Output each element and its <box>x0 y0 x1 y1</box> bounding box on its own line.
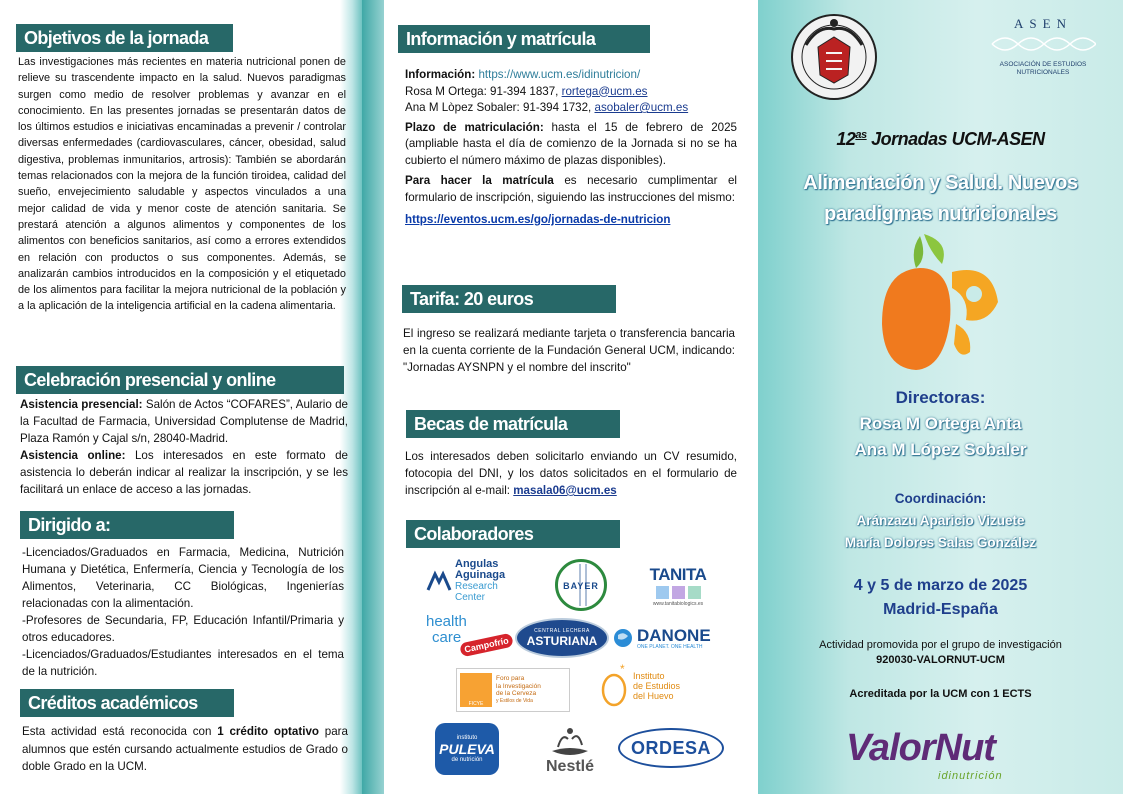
bayer-logo <box>552 556 610 614</box>
logo-text: la Investigación <box>496 682 541 690</box>
valornut-text: ValorNut <box>846 727 995 769</box>
creditos-bold: 1 crédito optativo <box>217 725 319 738</box>
para-text: es necesario cumplimentar el formulario de inscripción, siguiendo las instrucciones del mismo: <box>405 174 737 204</box>
creditos-header: Créditos académicos <box>20 689 234 717</box>
campofrio-healthcare-logo <box>424 612 512 667</box>
info-body <box>405 67 737 229</box>
event-place: Madrid-España <box>883 601 998 618</box>
logo-text: del Huevo <box>633 691 674 701</box>
presencial-label: Asistencia presencial: <box>20 398 143 411</box>
jornadas-title <box>758 129 1123 150</box>
list-item: -Licenciados/Graduados en Farmacia, Medicina, Nutrición Humana y Dietética, Enfermería, Ciencia y Tecnología de los Alimentos, Veterinaria, CC Biológicas, Ingenierías relacionadas con la alimentación. <box>22 546 344 610</box>
asen-logo <box>988 16 1098 77</box>
asen-sub: ASOCIACIÓN DE ESTUDIOS <box>999 61 1087 68</box>
becas-email-link[interactable]: masala06@ucm.es <box>513 484 617 497</box>
acreditada-text: Acreditada por la UCM con 1 ECTS <box>849 688 1032 700</box>
logo-text: Center <box>455 592 486 603</box>
ucm-crest-icon <box>788 9 880 105</box>
logo-text: Angulas <box>455 558 499 570</box>
logo-text: ASTURIANA <box>526 634 598 648</box>
logo-text: Aguinaga <box>455 569 506 581</box>
logo-text: FICYE <box>468 701 484 707</box>
huevo-logo <box>600 660 710 712</box>
puleva-logo <box>434 722 500 776</box>
dirigido-header: Dirigido a: <box>20 511 234 539</box>
logo-text: health <box>426 613 467 630</box>
rosa-contact: Rosa M Ortega: 91-394 1837, <box>405 84 562 98</box>
becas-header: Becas de matrícula <box>406 410 620 438</box>
info-header: Información y matrícula <box>398 25 650 53</box>
valornut-sub: idinutrición <box>938 770 1003 782</box>
danone-globe-icon <box>612 627 634 649</box>
coordinacion-label: Coordinación: <box>894 491 987 506</box>
logo-text: Campofrío <box>459 633 514 658</box>
promo-code: 920030-VALORNUT-UCM <box>876 654 1005 666</box>
logo-text: PULEVA <box>439 741 495 757</box>
logo-text: ORDESA <box>630 737 711 758</box>
ana-contact: Ana M Lòpez Sobaler: 91-394 1732, <box>405 101 595 114</box>
colaboradores-header: Colaboradores <box>406 520 620 548</box>
para-label: Para hacer la matrícula <box>405 174 554 187</box>
asen-name: ASEN <box>1014 16 1072 31</box>
online-label: Asistencia online: <box>20 449 126 462</box>
danone-logo <box>612 620 734 656</box>
fruit-icon <box>870 228 1010 374</box>
event-title-line: Alimentación y Salud. Nuevos <box>803 172 1078 194</box>
creditos-pre: Esta actividad está reconocida con <box>22 725 218 738</box>
egg-icon <box>600 664 628 708</box>
fruit-logo <box>870 228 1010 374</box>
promo-line: Actividad promovida por el grupo de investigación <box>819 639 1062 651</box>
foro-cerveza-logo <box>456 668 570 712</box>
angulas-mark-icon <box>426 570 452 592</box>
middle-panel <box>362 0 758 794</box>
directora-name: Ana M López Sobaler <box>854 440 1027 459</box>
presencial-text: Salón de Actos “COFARES”, Aulario de la Facultad de Farmacia, Universidad Complutense de Madrid, Plaza Ramón y Cajal s/n, 28040-Madrid. <box>20 398 349 445</box>
logo-text: de nutrición <box>451 757 483 763</box>
logo-text: ONE PLANET. ONE HEALTH <box>637 643 703 650</box>
dirigido-list <box>22 544 344 680</box>
directoras-block <box>758 385 1123 463</box>
event-title-line: paradigmas nutricionales <box>824 203 1057 225</box>
nest-birds-icon <box>548 723 592 759</box>
logo-text: de la Cerveza <box>496 690 537 697</box>
logo-text: www.tanitabiologics.es <box>652 601 704 607</box>
logo-text: Foro para <box>496 675 525 682</box>
plazo-text: hasta el 15 de febrero de 2025 (ampliable hasta el día de comienzo de la Jornada si no se ha cubierto el número máximo de plazas disponibles). <box>405 120 737 167</box>
nestle-logo <box>532 718 608 780</box>
logo-text: BAYER <box>563 581 599 591</box>
logo-text: Nestlé <box>545 758 595 775</box>
asturiana-logo <box>514 617 610 659</box>
online-text: Los interesados en este formato de asistencia lo deberán indicar al realizar la inscripción, y se les facilitará un enlace de acceso a las jornadas. <box>20 449 349 496</box>
logo-text: instituto <box>456 735 478 741</box>
logo-text: Instituto <box>633 671 665 681</box>
objetivos-body: Las investigaciones más recientes en materia nutricional ponen de relieve su trascendente impacto en la salud. Nuevos paradigmas surgen como medio de resolver problemas y avanzar en el conocimiento. En las presentes jornadas se presentarán datos de los últimos estudios e iniciativas encaminadas a prevenir / controlar diversas enfermedades (cardiovasculares, cáncer, obesidad, salud digestiva, problemas inmunitarios, artrosis): También se abordarán temas relacionados con la mejora de la función tiroidea, calidad del sueño, envejecimiento saludable y aspectos vinculados a una mejor calidad de vida y menor coste de atención sanitaria. Se prestará atención a algunos alimentos y componentes de los alimentos con beneficios sanitarios, así como a errores extendidos en relación con productos o sus componentes. Además, se analizarán cambios introducidos en la composición y el etiquetado de los alimentos para facilitar la mejora nutricional de la población y a la aplicación de la inteligencia artificial en la cadena alimentaria. <box>18 56 346 313</box>
form-url-link[interactable]: https://eventos.ucm.es/go/jornadas-de-nutricion <box>405 213 671 226</box>
logo-text: DANONE <box>637 625 711 645</box>
svg-text:*: * <box>620 664 625 676</box>
cover-panel <box>758 0 1123 794</box>
tarifa-body: El ingreso se realizará mediante tarjeta o transferencia bancaria en la cuenta corriente de la Fundación General UCM, indicando: "Jornadas AYSNPN y el nombre del inscrito" <box>403 327 735 374</box>
rosa-email-link[interactable]: rortega@ucm.es <box>561 84 648 98</box>
event-date: 4 y 5 de marzo de 2025 <box>853 577 1028 594</box>
jornadas-rest: Jornadas UCM-ASEN <box>866 129 1045 149</box>
list-item: -Profesores de Secundaria, FP, Educación Infantil/Primaria y otros educadores. <box>22 614 344 644</box>
jornadas-number: 12 <box>836 129 856 149</box>
directoras-label: Directoras: <box>895 388 986 407</box>
ordesa-logo <box>616 726 726 770</box>
logo-text: Research <box>455 581 498 592</box>
asen-sub: NUTRICIONALES <box>1016 69 1070 76</box>
creditos-body <box>22 723 348 776</box>
creditos-post: para alumnos que estén cursando actualmente estudios de Grado o doble Grado en la UCM. <box>22 725 348 773</box>
logo-text: de Estudios <box>633 681 681 691</box>
logo-text: TANITA <box>649 565 707 584</box>
objetivos-header: Objetivos de la jornada <box>16 24 233 52</box>
angulas-aguinaga-logo <box>426 556 536 606</box>
celebracion-body <box>20 396 348 498</box>
dna-icon <box>990 32 1096 56</box>
tarifa-header: Tarifa: 20 euros <box>402 285 616 313</box>
directora-name: Rosa M Ortega Anta <box>859 414 1022 433</box>
coordinador-name: Aránzazu Aparicio Vizuete <box>856 513 1025 528</box>
info-url-link[interactable]: https://www.ucm.es/idinutricion/ <box>478 68 641 81</box>
becas-text: Los interesados deben solicitarlo enviando un CV resumido, fotocopia del DNI, y los datos solicitados en el formulario de inscripción al e-mail: <box>405 450 737 497</box>
promo-block <box>758 638 1123 668</box>
ana-email-link[interactable]: asobaler@ucm.es <box>594 101 689 114</box>
event-title <box>758 168 1123 230</box>
logo-text: y Estilos de Vida <box>496 697 533 704</box>
list-item: -Licenciados/Graduados/Estudiantes interesados en el tema de la nutrición. <box>22 648 344 678</box>
info-label: Información: <box>405 68 479 81</box>
coordinador-name: María Dolores Salas González <box>844 535 1037 550</box>
date-block <box>758 574 1123 622</box>
coordinacion-block <box>758 488 1123 554</box>
logo-text: CENTRAL LECHERA <box>534 628 590 634</box>
celebracion-header: Celebración presencial y online <box>16 366 344 394</box>
ucm-crest-logo <box>786 8 882 106</box>
left-panel <box>0 0 362 794</box>
tanita-logo <box>638 560 718 612</box>
plazo-label: Plazo de matriculación: <box>405 120 544 134</box>
valornut-logo <box>846 726 1046 790</box>
jornadas-superscript: as <box>855 129 867 141</box>
logo-text: care <box>432 629 462 646</box>
becas-body <box>405 448 737 499</box>
